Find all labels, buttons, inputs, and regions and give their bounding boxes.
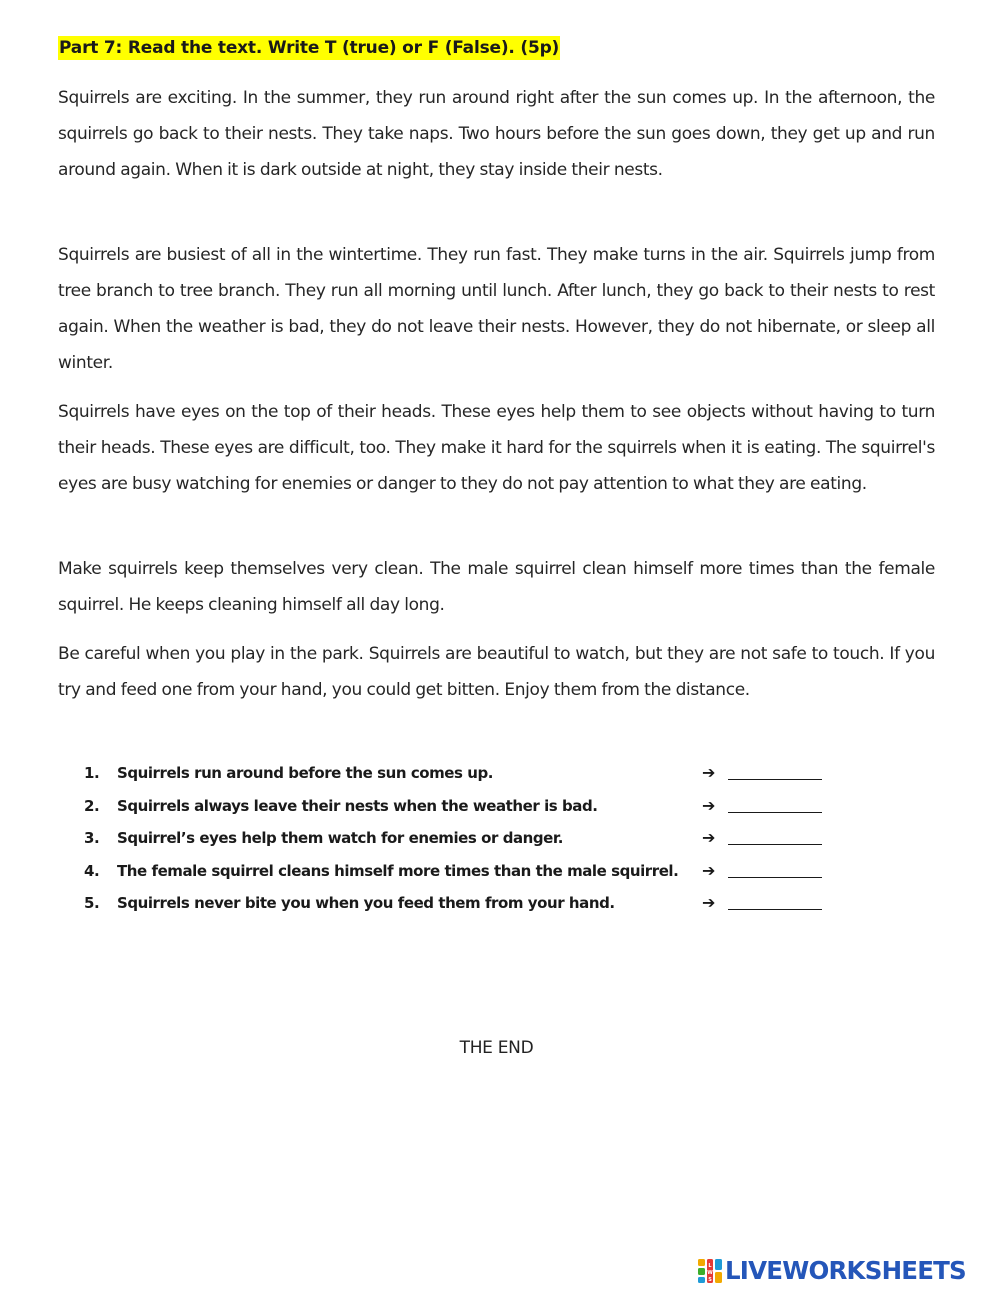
answer-blank-5[interactable] bbox=[728, 909, 822, 910]
question-text: Squirrels never bite you when you feed them from your hand. bbox=[117, 894, 615, 912]
arrow-right-icon: ➔ bbox=[702, 860, 715, 880]
answer-blank-4[interactable] bbox=[728, 877, 822, 878]
question-number: 1. bbox=[84, 764, 100, 782]
question-item-5 bbox=[84, 889, 844, 922]
arrow-right-icon: ➔ bbox=[702, 893, 715, 912]
answer-blank-3[interactable] bbox=[728, 844, 822, 845]
part-heading: Part 7: Read the text. Write T (true) or F (False). (5p) bbox=[59, 38, 560, 58]
question-item-4 bbox=[84, 857, 844, 890]
reading-paragraph-4: Make squirrels keep themselves very clean. The male squirrel clean himself more times than the female squirrel. He keeps cleaning himself all day long. bbox=[58, 559, 935, 615]
question-number: 5. bbox=[84, 894, 100, 912]
answer-blank-1[interactable] bbox=[728, 779, 822, 780]
arrow-right-icon: ➔ bbox=[702, 763, 715, 782]
question-item-2 bbox=[84, 792, 844, 825]
logo-letter-w: W bbox=[707, 1270, 713, 1276]
arrow-right-icon: ➔ bbox=[702, 828, 715, 847]
the-end-text: THE END bbox=[459, 1038, 534, 1058]
question-number: 2. bbox=[84, 796, 100, 815]
question-item-3 bbox=[84, 824, 844, 857]
reading-paragraph-5: Be careful when you play in the park. Squirrels are beautiful to watch, but they are not safe to touch. If you try and feed one from your hand, you could get bitten. Enjoy them from the distance. bbox=[58, 644, 935, 700]
arrow-right-icon: ➔ bbox=[702, 795, 715, 815]
question-text: Squirrels always leave their nests when the weather is bad. bbox=[117, 796, 598, 815]
true-false-question-list bbox=[84, 759, 844, 922]
question-item-1 bbox=[84, 759, 844, 792]
question-number: 3. bbox=[84, 829, 100, 847]
liveworksheets-logo-icon bbox=[697, 1258, 723, 1284]
reading-paragraph-1: Squirrels are exciting. In the summer, they run around right after the sun comes up. In the afternoon, the squirrels go back to their nests. They take naps. Two hours before the sun goes down, they get up and run around again. When it is dark outside at night, they stay inside their nests. bbox=[58, 88, 935, 180]
answer-blank-2[interactable] bbox=[728, 812, 822, 813]
reading-paragraph-2: Squirrels are busiest of all in the wintertime. They run fast. They make turns in the air. Squirrels jump from tree branch to tree branch. They run all morning until lunch. After lunch, they go back to their nests to rest again. When the weather is bad, they do not leave their nests. However, they do not hibernate, or sleep all winter. bbox=[58, 245, 935, 373]
logo-letter-s: S bbox=[708, 1277, 712, 1283]
question-text: Squirrels run around before the sun comes up. bbox=[117, 764, 494, 782]
reading-paragraph-3: Squirrels have eyes on the top of their heads. These eyes help them to see objects without having to turn their heads. These eyes are difficult, too. They make it hard for the squirrels when it is eating. The squirrel's eyes are busy watching for enemies or danger to they do not pay attention to what they are eating. bbox=[58, 402, 935, 494]
liveworksheets-wordmark: LIVEWORKSHEETS bbox=[725, 1256, 966, 1285]
question-text: Squirrel’s eyes help them watch for enemies or danger. bbox=[117, 829, 563, 847]
logo-letter-l: L bbox=[708, 1263, 712, 1269]
question-text: The female squirrel cleans himself more times than the male squirrel. bbox=[117, 861, 679, 880]
question-number: 4. bbox=[84, 861, 100, 880]
